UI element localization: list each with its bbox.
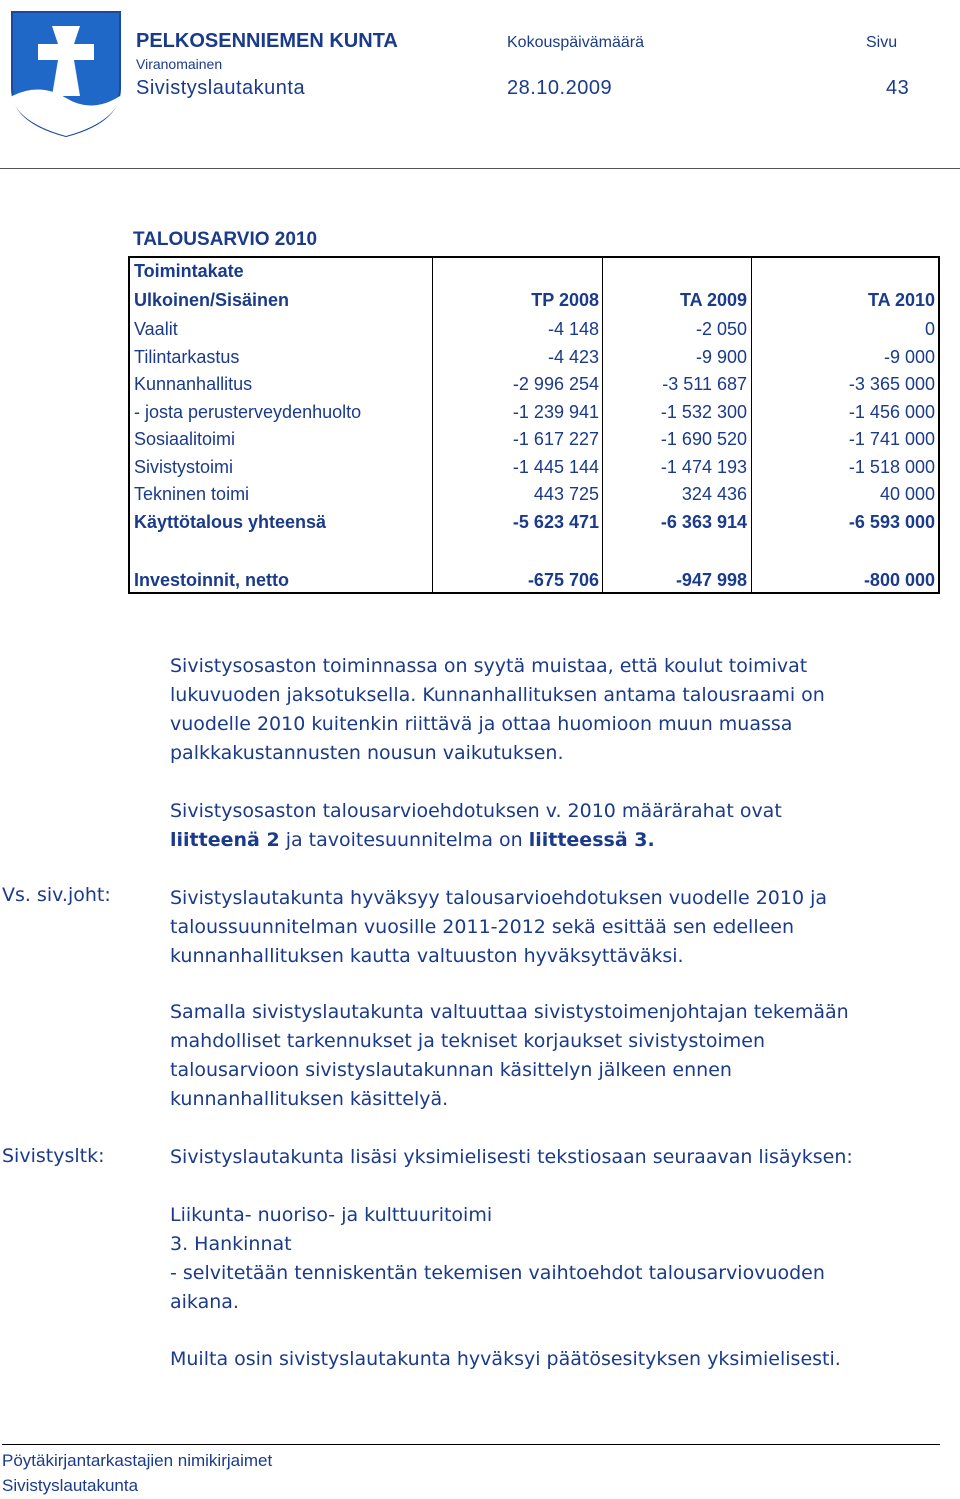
paragraph-line: talousarvioon sivistyslautakunnan käsittelyn jälkeen ennen	[170, 1059, 732, 1081]
paragraph-line: Sivistysosaston toiminnassa on syytä muistaa, että koulut toimivat	[170, 655, 808, 677]
row-label: Vaalit	[134, 319, 178, 339]
row-value: 40 000	[879, 484, 935, 504]
investments-value: -800 000	[863, 570, 935, 590]
attachment-ref: liitteenä 2	[170, 829, 280, 851]
addition-line: Liikunta- nuoriso- ja kulttuuritoimi	[170, 1204, 493, 1226]
investments-label: Investoinnit, netto	[134, 570, 289, 590]
row-value: -1 239 941	[512, 402, 599, 422]
table-subtitle: Toimintakate	[134, 261, 244, 281]
row-value: -3 511 687	[662, 374, 747, 394]
table-column-label: Ulkoinen/Sisäinen	[134, 290, 290, 310]
total-value: -6 363 914	[660, 512, 747, 532]
row-value: 443 725	[533, 484, 599, 504]
meeting-date-label: Kokouspäivämäärä	[507, 34, 644, 51]
total-value: -6 593 000	[848, 512, 935, 532]
row-value: -1 532 300	[660, 402, 747, 422]
header-divider	[0, 168, 960, 169]
column-divider	[432, 258, 433, 592]
row-value: -3 365 000	[848, 374, 935, 394]
total-value: -5 623 471	[512, 512, 599, 532]
row-value: -4 148	[547, 319, 599, 339]
paragraph-line: mahdolliset tarkennukset ja tekniset korjaukset sivistystoimen	[170, 1030, 766, 1052]
paragraph-line: taloussuunnitelman vuosille 2011-2012 sekä esittää sen edelleen	[170, 916, 795, 938]
addition-line: 3. Hankinnat	[170, 1233, 292, 1255]
paragraph-line: Samalla sivistyslautakunta valtuuttaa sivistystoimenjohtajan tekemään	[170, 1001, 849, 1023]
authority-name: Sivistyslautakunta	[136, 77, 306, 99]
row-value: -1 518 000	[848, 457, 935, 477]
row-value: -1 445 144	[512, 457, 599, 477]
row-value: -1 617 227	[512, 429, 599, 449]
footer-divider	[2, 1444, 940, 1445]
page-label: Sivu	[866, 34, 898, 51]
row-value: -1 690 520	[660, 429, 747, 449]
paragraph-line: lukuvuoden jaksotuksella. Kunnanhallituksen antama talousraami on	[170, 684, 825, 706]
row-label: - josta perusterveydenhuolto	[134, 402, 362, 422]
budget-title: TALOUSARVIO 2010	[133, 229, 318, 250]
addition-line: - selvitetään tenniskentän tekemisen vaihtoehdot talousarviovuoden	[170, 1262, 825, 1284]
row-value: -1 474 193	[660, 457, 747, 477]
row-value: -1 741 000	[848, 429, 935, 449]
footer-initials-label: Pöytäkirjantarkastajien nimikirjaimet	[2, 1451, 273, 1470]
column-divider	[602, 258, 603, 592]
row-value: -1 456 000	[848, 402, 935, 422]
row-value: -9 000	[883, 347, 935, 367]
paragraph-line: palkkakustannusten nousun vaikutuksen.	[170, 742, 564, 764]
attachments-line	[170, 826, 655, 855]
column-header: TP 2008	[531, 290, 599, 310]
paragraph-line: Sivistysosaston talousarvioehdotuksen v. 2010 määrärahat ovat	[170, 800, 782, 822]
paragraph-line: kunnanhallituksen käsittelyä.	[170, 1088, 449, 1110]
municipality-name: PELKOSENNIEMEN KUNTA	[136, 30, 398, 52]
column-header: TA 2009	[679, 290, 747, 310]
row-label: Sivistystoimi	[134, 457, 234, 477]
paragraph-line: Sivistyslautakunta hyväksyy talousarvioehdotuksen vuodelle 2010 ja	[170, 887, 828, 909]
row-value: 324 436	[681, 484, 747, 504]
decision-label: Sivistysltk:	[2, 1145, 105, 1167]
paragraph-line: vuodelle 2010 kuitenkin riittävä ja ottaa huomioon muun muassa	[170, 713, 793, 735]
row-value: -2 050	[695, 319, 747, 339]
row-label: Tilintarkastus	[134, 347, 240, 367]
row-value: 0	[924, 319, 935, 339]
row-value: -9 900	[695, 347, 747, 367]
municipal-crest	[10, 10, 122, 138]
investments-value: -947 998	[675, 570, 747, 590]
decision-text: Sivistyslautakunta lisäsi yksimielisesti tekstiosaan seuraavan lisäyksen:	[170, 1146, 853, 1168]
attachment-text: ja tavoitesuunnitelma on	[279, 829, 529, 851]
total-label: Käyttötalous yhteensä	[134, 512, 327, 532]
page-number: 43	[886, 77, 910, 99]
investments-value: -675 706	[527, 570, 599, 590]
final-decision: Muilta osin sivistyslautakunta hyväksyi päätösesityksen yksimielisesti.	[170, 1348, 841, 1370]
row-label: Tekninen toimi	[134, 484, 250, 504]
meeting-date: 28.10.2009	[507, 77, 613, 99]
footer-body: Sivistyslautakunta	[2, 1476, 139, 1495]
column-header: TA 2010	[867, 290, 935, 310]
row-value: -4 423	[547, 347, 599, 367]
row-label: Kunnanhallitus	[134, 374, 253, 394]
addition-line: aikana.	[170, 1291, 239, 1313]
paragraph-line: kunnanhallituksen kautta valtuuston hyväksyttäväksi.	[170, 945, 684, 967]
budget-table	[128, 256, 940, 594]
authority-label: Viranomainen	[136, 56, 223, 72]
column-divider	[751, 258, 752, 592]
attachment-ref: liitteessä 3.	[528, 829, 655, 851]
row-value: -2 996 254	[512, 374, 599, 394]
proposal-label: Vs. siv.joht:	[2, 884, 111, 906]
row-label: Sosiaalitoimi	[134, 429, 236, 449]
